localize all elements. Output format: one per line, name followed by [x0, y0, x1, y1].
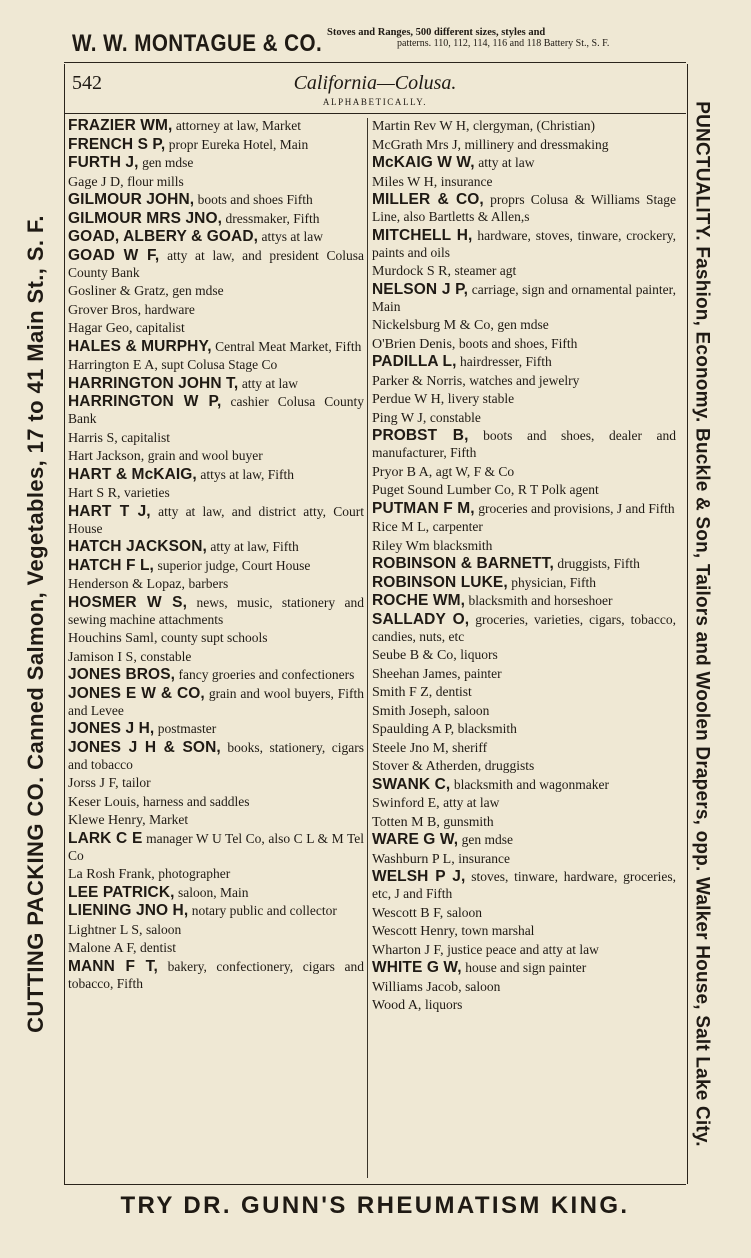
directory-entry [68, 922, 364, 939]
entry-description: agt W, F & Co [435, 463, 515, 479]
directory-entry [372, 942, 676, 959]
entry-name: Ping W J, [372, 410, 427, 426]
entry-name: Pryor B A, [372, 464, 433, 480]
entry-description: dentist [140, 940, 176, 955]
top-ad-line1: Stoves and Ranges, 500 different sizes, styles and [327, 27, 546, 38]
directory-entry [68, 248, 364, 282]
entry-name: Grover Bros, [68, 302, 142, 318]
entry-name: SWANK C, [372, 775, 451, 793]
entry-name: Jamison I S, [68, 649, 137, 665]
entry-description: groceries, varieties, cigars, tobacco, candies, nuts, etc [372, 611, 676, 644]
directory-entry [372, 979, 676, 996]
header-rule [64, 113, 686, 114]
entry-name: HALES & MURPHY, [68, 337, 212, 355]
entry-name: SALLADY O, [372, 610, 470, 628]
entry-name: Seube B & Co, [372, 648, 457, 663]
entry-name: Malone A F, [68, 941, 137, 956]
entry-name: FRENCH S P, [68, 135, 166, 153]
directory-entry [372, 410, 676, 427]
directory-entry [372, 118, 676, 135]
entry-name: GILMOUR MRS JNO, [68, 209, 223, 227]
entry-description: steamer agt [454, 263, 517, 278]
entry-description: superior judge, Court House [157, 557, 311, 573]
directory-entry [68, 885, 364, 902]
directory-entry [372, 373, 676, 390]
entry-description: saloon, Main [178, 884, 249, 900]
entry-description: Market [149, 812, 189, 827]
directory-entry [68, 430, 364, 447]
bottom-rule [64, 1184, 686, 1185]
entry-name: LARK C E [68, 829, 143, 847]
directory-entry [68, 485, 364, 502]
entry-description: notary public and collector [191, 903, 337, 918]
entry-name: JONES J H & SON, [68, 738, 221, 756]
entry-name: PADILLA L, [372, 353, 457, 370]
entry-name: McGrath Mrs J, [372, 137, 462, 153]
entry-description: millinery and dressmaking [464, 136, 609, 152]
page-number: 542 [72, 72, 102, 94]
entry-description: stoves, tinware, hardware, groceries, etc, J and Fifth [372, 869, 676, 901]
directory-entry [68, 320, 364, 337]
directory-entry [372, 777, 676, 794]
directory-entry [372, 391, 676, 408]
entry-name: Keser Louis, [68, 794, 140, 810]
directory-entry [68, 649, 364, 666]
directory-entry [68, 812, 364, 829]
entry-name: La Rosh Frank, [68, 867, 155, 882]
entry-name: Smith F Z, [372, 685, 433, 700]
entry-description: attorney at law, Market [175, 118, 301, 133]
entry-description: boots and shoes, dealer and manufacturer, Fifth [372, 428, 676, 460]
directory-entry [68, 630, 364, 647]
entry-description: dentist [435, 684, 472, 699]
directory-entry [68, 504, 364, 538]
entry-description: grain and wool buyer [147, 448, 263, 463]
directory-entry [372, 923, 676, 940]
entry-description: blacksmith [457, 721, 517, 736]
entry-description: bakery, confectionery, cigars and tobacco, Fifth [68, 958, 364, 991]
directory-entry [68, 174, 364, 191]
entry-description: druggists, Fifth [557, 556, 640, 571]
directory-entry [68, 376, 364, 393]
entry-name: HATCH F L, [68, 556, 154, 574]
entry-name: PUTMAN F M, [372, 499, 475, 517]
column-divider [367, 118, 368, 1178]
entry-name: Smith Joseph, [372, 703, 451, 719]
entry-name: Nickelsburg M & Co, [372, 318, 494, 333]
entry-description: grain and wool buyers, Fifth and Levee [68, 685, 365, 718]
directory-entry [372, 556, 676, 573]
entry-name: GILMOUR JOHN, [68, 191, 195, 208]
entry-name: HART T J, [68, 502, 151, 520]
directory-entry [68, 283, 364, 300]
entry-description: propr Eureka Hotel, Main [168, 136, 309, 152]
entry-name: Harris S, [68, 430, 118, 446]
directory-entry [68, 740, 364, 774]
entry-description: saloon [446, 904, 483, 920]
entry-name: FURTH J, [68, 154, 139, 171]
entry-name: MITCHELL H, [372, 226, 473, 244]
left-band-text: CUTTING PACKING CO. Canned Salmon, Vegetables, 17 to 41 Main St., S. F. [23, 215, 49, 1033]
directory-entry [372, 137, 676, 154]
entry-description: atty at law, and president Colusa County Bank [68, 247, 364, 280]
entry-name: HART & McKAIG, [68, 465, 197, 483]
entry-name: MANN F T, [68, 957, 158, 975]
entry-description: gen mdse [461, 832, 514, 847]
entry-name: Sheehan James, [372, 666, 461, 682]
entry-description: harness and saddles [143, 793, 250, 809]
page-subtitle: ALPHABETICALLY. [322, 97, 428, 107]
entry-description: photographer [158, 866, 231, 881]
entry-name: Klewe Henry, [68, 813, 146, 828]
entry-description: proprs Colusa & Williams Stage Line, also Bartletts & Allen,s [372, 192, 677, 224]
entry-description: house and sign painter [465, 960, 587, 975]
entry-name: Riley Wm [372, 538, 430, 554]
directory-entry [68, 576, 364, 593]
directory-columns [66, 118, 684, 1178]
entry-description: manager W U Tel Co, also C L & M Tel Co [68, 830, 365, 863]
entry-name: Harrington E A, [68, 358, 158, 373]
entry-description: boots and shoes Fifth [197, 192, 313, 207]
entry-name: Lightner L S, [68, 922, 143, 938]
entry-name: GOAD, ALBERY & GOAD, [68, 228, 259, 245]
entry-description: livery stable [447, 391, 515, 406]
entry-name: McKAIG W W, [372, 154, 475, 171]
left-column [68, 118, 364, 1178]
entry-name: FRAZIER WM, [68, 117, 173, 134]
directory-entry [68, 448, 364, 465]
entry-name: WELSH P J, [372, 868, 466, 885]
entry-name: Perdue W H, [372, 392, 445, 407]
entry-name: JONES E W & CO, [68, 684, 205, 702]
entry-description: dressmaker, Fifth [225, 210, 320, 226]
directory-entry [372, 703, 676, 720]
directory-entry [68, 137, 364, 154]
entry-description: tailor [122, 775, 151, 790]
entry-name: ROCHE WM, [372, 592, 466, 609]
entry-description: saloon [454, 702, 490, 718]
directory-entry [372, 832, 676, 849]
directory-entry [372, 174, 676, 191]
directory-entry [68, 118, 364, 135]
entry-description: town marshal [461, 923, 535, 938]
directory-entry [372, 317, 676, 334]
directory-entry [372, 647, 676, 664]
directory-entry [68, 394, 364, 428]
entry-description: insurance [440, 173, 493, 189]
directory-entry [68, 339, 364, 356]
entry-description: county supt schools [160, 630, 268, 645]
entry-name: JONES BROS, [68, 666, 176, 683]
entry-description: Central Meat Market, Fifth [215, 338, 362, 354]
directory-entry [68, 940, 364, 957]
directory-entry [372, 814, 676, 831]
entry-description: liquors [460, 647, 498, 662]
entry-name: Miles W H, [372, 174, 438, 190]
entry-name: Murdock S R, [372, 264, 451, 279]
directory-entry [68, 539, 364, 556]
directory-entry [372, 228, 676, 262]
entry-description: sheriff [452, 739, 488, 755]
entry-description: flour mills [127, 173, 184, 189]
entry-name: Washburn P L, [372, 851, 455, 867]
directory-entry [68, 686, 364, 720]
entry-description: cashier Colusa County Bank [68, 394, 365, 426]
left-margin-advertisement [14, 64, 58, 1184]
page-title: California—Colusa. [293, 72, 457, 94]
entry-name: Totten M B, [372, 814, 440, 830]
entry-name: Steele Jno M, [372, 740, 449, 756]
directory-entry [372, 155, 676, 172]
entry-description: news, music, stationery and sewing machine attachments [68, 594, 364, 627]
entry-name: Stover & Atherden, [372, 759, 482, 774]
directory-entry [372, 482, 676, 499]
entry-name: Houchins Saml, [68, 631, 158, 646]
entry-name: Rice M L, [372, 520, 430, 535]
entry-description: carpenter [432, 519, 483, 534]
entry-name: O'Brien Denis, [372, 336, 456, 352]
top-ad-text [327, 27, 687, 49]
entry-description: watches and jewelry [469, 372, 580, 388]
entry-description: atty at law, and district atty, Court House [68, 503, 364, 536]
entry-description: blacksmith and wagonmaker [453, 776, 610, 792]
directory-entry [68, 155, 364, 172]
entry-description: capitalist [121, 429, 171, 445]
directory-entry [372, 851, 676, 868]
entry-description: attys at law [261, 229, 324, 244]
directory-entry [372, 519, 676, 536]
entry-description: atty at law [241, 375, 299, 391]
entry-name: Wharton J F, [372, 942, 444, 958]
footer-advertisement: TRY DR. GUNN'S RHEUMATISM KING. [120, 1192, 630, 1219]
entry-description: R T Polk agent [517, 482, 599, 497]
directory-entry [372, 795, 676, 812]
entry-name: Spaulding A P, [372, 722, 455, 737]
directory-entry [68, 831, 364, 865]
entry-name: LIENING JNO H, [68, 902, 189, 919]
entry-description: physician, Fifth [511, 574, 596, 590]
entry-description: druggists [484, 758, 535, 773]
entry-description: constable [140, 648, 192, 664]
entry-description: liquors [424, 997, 463, 1012]
entry-name: Williams Jacob, [372, 979, 462, 995]
directory-entry [68, 302, 364, 319]
directory-entry [372, 612, 676, 646]
directory-entry [372, 721, 676, 738]
directory-entry [372, 538, 676, 555]
directory-entry [372, 354, 676, 371]
entry-description: atty at law [443, 795, 500, 810]
directory-entry [372, 575, 676, 592]
entry-name: Henderson & Lopaz, [68, 577, 186, 592]
entry-description: clergyman, (Christian) [472, 118, 595, 133]
directory-entry [68, 959, 364, 993]
directory-entry [372, 464, 676, 481]
entry-name: Wood A, [372, 998, 422, 1013]
entry-description: insurance [458, 850, 510, 866]
page-header [64, 70, 686, 110]
directory-entry [68, 357, 364, 374]
entry-name: Wescott Henry, [372, 924, 458, 939]
directory-entry [372, 666, 676, 683]
top-brand: W. W. MONTAGUE & CO. [72, 30, 323, 57]
entry-description: fancy groeries and confectioners [178, 667, 355, 682]
directory-entry [372, 740, 676, 757]
entry-name: Hagar Geo, [68, 321, 133, 336]
directory-entry [68, 467, 364, 484]
entry-description: justice peace and atty at law [447, 941, 599, 957]
entry-name: JONES J H, [68, 720, 155, 737]
entry-description: atty at law [478, 155, 535, 170]
directory-entry [68, 903, 364, 920]
directory-entry [372, 192, 676, 226]
entry-description: gen mdse [172, 283, 224, 298]
entry-name: WARE G W, [372, 831, 459, 848]
entry-name: Hart S R, [68, 486, 121, 501]
entry-description: gen mdse [497, 317, 549, 332]
entry-description: books, stationery, cigars and tobacco [68, 739, 364, 772]
entry-name: Hart Jackson, [68, 449, 145, 464]
entry-name: HARRINGTON W P, [68, 393, 222, 410]
entry-description: barbers [188, 576, 229, 591]
entry-name: Parker & Norris, [372, 373, 466, 389]
directory-entry [372, 428, 676, 462]
top-rule [64, 62, 686, 63]
entry-name: HARRINGTON JOHN T, [68, 374, 239, 392]
directory-entry [68, 192, 364, 209]
entry-description: capitalist [136, 320, 185, 335]
directory-entry [372, 282, 676, 316]
entry-name: LEE PATRICK, [68, 883, 175, 901]
entry-name: Martin Rev W H, [372, 119, 470, 134]
directory-entry [372, 336, 676, 353]
entry-name: NELSON J P, [372, 280, 469, 298]
entry-description: blacksmith and horseshoer [468, 593, 613, 608]
entry-name: HATCH JACKSON, [68, 538, 207, 555]
entry-name: ROBINSON & BARNETT, [372, 555, 554, 572]
directory-entry [372, 997, 676, 1014]
top-ad-line2: patterns. 110, 112, 114, 116 and 118 Battery St., S. F. [397, 38, 610, 49]
entry-description: varieties [124, 485, 170, 500]
directory-entry [372, 684, 676, 701]
directory-entry [372, 263, 676, 280]
entry-name: HOSMER W S, [68, 593, 187, 611]
entry-name: Jorss J F, [68, 776, 119, 791]
entry-name: Puget Sound Lumber Co, [372, 483, 515, 498]
entry-name: MILLER & CO, [372, 191, 484, 208]
top-advertisement [72, 24, 682, 58]
directory-entry [372, 905, 676, 922]
right-band-text: PUNCTUALITY. Fashion, Economy. Buckle & Son, Tailors and Woolen Drapers, opp. Walker House, Salt Lake City. [692, 101, 714, 1147]
directory-entry [372, 593, 676, 610]
entry-description: blacksmith [433, 537, 493, 553]
entry-name: GOAD W F, [68, 246, 160, 264]
directory-entry [68, 667, 364, 684]
entry-description: supt Colusa Stage Co [161, 357, 278, 372]
entry-name: Wescott B F, [372, 905, 444, 921]
directory-entry [372, 501, 676, 518]
entry-description: hardware, stoves, tinware, crockery, paints and oils [372, 227, 676, 260]
entry-description: attys at law, Fifth [200, 466, 294, 482]
directory-entry [68, 721, 364, 738]
entry-description: constable [429, 409, 481, 425]
entry-description: hardware [144, 301, 195, 317]
entry-description: boots and shoes, Fifth [458, 335, 578, 351]
directory-entry [68, 595, 364, 629]
entry-description: groceries and provisions, J and Fifth [478, 500, 675, 516]
right-column [372, 118, 676, 1178]
directory-entry [372, 960, 676, 977]
directory-entry [68, 775, 364, 792]
directory-entry [68, 229, 364, 246]
entry-name: WHITE G W, [372, 959, 462, 976]
entry-description: gen mdse [142, 155, 194, 170]
entry-description: postmaster [157, 721, 217, 736]
directory-entry [372, 758, 676, 775]
entry-name: PROBST B, [372, 427, 469, 444]
entry-description: saloon [465, 978, 501, 994]
directory-entry [68, 866, 364, 883]
directory-entry [68, 794, 364, 811]
entry-description: gunsmith [443, 813, 494, 829]
entry-name: Gosliner & Gratz, [68, 284, 169, 299]
entry-name: ROBINSON LUKE, [372, 573, 508, 591]
entry-description: atty at law, Fifth [210, 539, 299, 554]
entry-name: Swinford E, [372, 796, 440, 811]
entry-description: painter [464, 665, 502, 681]
entry-name: Gage J D, [68, 174, 124, 190]
entry-description: hairdresser, Fifth [460, 354, 552, 369]
directory-entry [372, 869, 676, 903]
directory-entry [68, 558, 364, 575]
entry-description: carriage, sign and ornamental painter, Main [372, 281, 677, 314]
directory-entry [68, 211, 364, 228]
entry-description: saloon [146, 921, 182, 937]
